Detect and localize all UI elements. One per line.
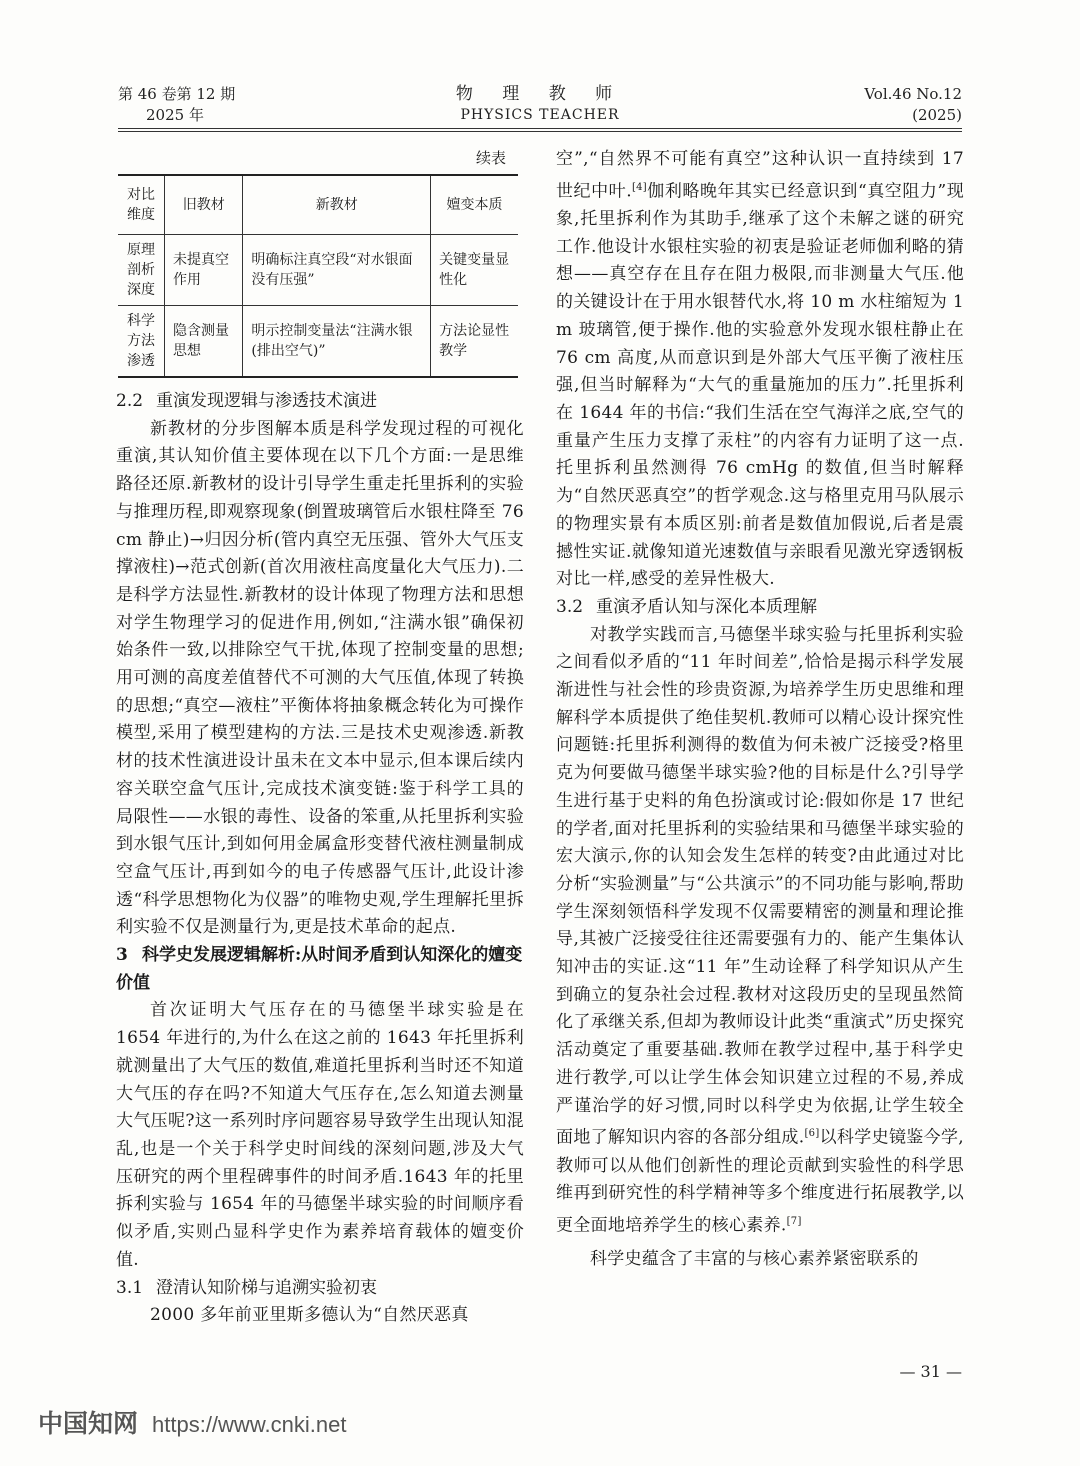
paragraph: 2000 多年前亚里斯多德认为“自然厌恶真	[150, 1305, 469, 1326]
cnki-watermark	[38, 1404, 346, 1440]
left-column	[116, 146, 524, 1330]
citation-ref: [4]	[631, 181, 648, 193]
subsection-title: 重演发现逻辑与渗透技术演进	[156, 391, 377, 411]
section-title: 科学史发展逻辑解析:从时间矛盾到认知深化的嬗变价值	[116, 945, 523, 993]
year-en: (2025)	[912, 106, 962, 124]
section-heading-3	[116, 942, 524, 997]
table-cell: 关键变量显性化	[431, 235, 518, 306]
watermark-brand: 中国知网	[38, 1410, 139, 1438]
header-rule-bottom	[118, 131, 962, 132]
journal-title-en: PHYSICS TEACHER	[460, 107, 620, 123]
subsection-number: 2.2	[116, 391, 144, 411]
table-cell: 未提真空作用	[165, 235, 243, 306]
watermark-url: https://www.cnki.net	[152, 1412, 347, 1437]
paragraph-text: 伽利略晚年其实已经意识到“真空阻力”现象,托里拆利作为其助手,继承了这个未解之谜的研究工作.他设计水银柱实验的初衷是验证老师伽利略的猜想——真空存在且存在阻力极限,而非测量大气压.他的关键设计在于用水银替代水,将 10 m 水柱缩短为 1 m 玻璃管,便于操作.他的实验意外发现水银柱静止在 76 cm 高度,从而意识到是外部大气压平衡了液柱压强,但当时解释为“大气的重量施加的压力”.托里拆利在 1644 年的书信:“我们生活在空气海洋之底,空气的重量产生压力支撑了汞柱”的内容有力证明了这一点.托里拆利虽然测得 76 cmHg 的数值,但当时解释为“自然厌恶真空”的哲学观念.这与格里克用马队展示的物理实景有本质区别:前者是数值加假说,后者是震撼性实证.就像知道光速数值与亲眼看见激光穿透钢板对比一样,感受的差异性极大.	[556, 181, 964, 590]
table-cell: 原理剖析深度	[118, 235, 165, 306]
subsection-title: 澄清认知阶梯与追溯实验初衷	[156, 1277, 377, 1298]
table-header-cell: 新教材	[243, 175, 431, 235]
section-number: 3	[116, 945, 128, 966]
subsection-heading-2-2	[116, 388, 524, 416]
subsection-heading-3-2	[556, 594, 964, 622]
paragraph-continued	[556, 146, 964, 594]
journal-title-cn: 物 理 教 师	[455, 84, 625, 104]
paragraph: 新教材的分步图解本质是科学发现过程的可视化重演,其认知价值主要体现在以下几个方面:一是思维路径还原.新教材的设计引导学生重走托里拆利的实验与推理历程,即观察现象(倒置玻璃管后水银柱降至 76 cm 静止)→归因分析(管内真空无压强、管外大气压支撑液柱)→范式创新(首次用液柱高度量化大气压力).二是科学方法显性.新教材的设计体现了物理方法和思想对学生物理学习的促进作用,例如,“注满水银”确保初始条件一致,以排除空气干扰,体现了控制变量的思想;用可测的高度差值替代不可测的大气压值,体现了转换的思想;“真空—液柱”平衡体将抽象概念转化为可操作模型,采用了模型建构的方法.三是技术史观渗透.新教材的技术性演进设计虽未在文本中显示,但本课后续内容关联空盒气压计,完成技术演变链:鉴于科学工具的局限性——水银的毒性、设备的笨重,从托里拆利实验到水银气压计,到如何用金属盒形变替代液柱测量制成空盒气压计,再到如今的电子传感器气压计,此设计渗透“科学思想物化为仪器”的唯物史观,学生理解托里拆利实验不仅是测量行为,更是技术革命的起点.	[116, 418, 524, 938]
table-cell: 科学方法渗透	[118, 306, 165, 378]
paragraph: 首次证明大气压存在的马德堡半球实验是在 1654 年进行的,为什么在这之前的 1643 年托里拆利就测量出了大气压的数值,难道托里拆利当时还不知道大气压的存在吗?不知道大气压存在,怎么知道去测量大气压呢?这一系列时序问题容易导致学生出现认知混乱,也是一个关于科学史时间线的深刻问题,涉及大气压研究的两个里程碑事件的时间矛盾.1643 年的托里拆利实验与 1654 年的马德堡半球实验的时间顺序看似矛盾,实则凸显科学史作为素养培育载体的嬗变价值.	[116, 1000, 524, 1270]
table-continued-label: 续表	[475, 149, 506, 167]
table-header-cell: 对比维度	[118, 175, 165, 235]
table-row	[118, 306, 518, 378]
volume-issue-en: Vol.46 No.12	[864, 85, 962, 103]
table-cell: 明确标注真空段“对水银面没有压强”	[243, 235, 431, 306]
subsection-number: 3.2	[556, 596, 584, 617]
page-number: — 31 —	[899, 1362, 962, 1381]
citation-ref: [6]	[804, 1128, 820, 1140]
table-header-cell: 旧教材	[165, 175, 243, 235]
table-cell: 明示控制变量法“注满水银(排出空气)”	[243, 306, 431, 378]
citation-ref: [7]	[786, 1216, 802, 1228]
volume-issue-cn: 第 46 卷第 12 期	[118, 85, 236, 103]
comparison-table	[118, 174, 518, 378]
table-header-row	[118, 175, 518, 235]
table-row	[118, 235, 518, 306]
table-header-cell: 嬗变本质	[431, 175, 518, 235]
paragraph	[556, 622, 964, 1241]
header-rule-top	[118, 128, 962, 129]
subsection-title: 重演矛盾认知与深化本质理解	[596, 596, 817, 617]
paragraph: 科学史蕴含了丰富的与核心素养紧密联系的	[590, 1249, 919, 1270]
subsection-number: 3.1	[116, 1277, 144, 1298]
right-column	[556, 146, 964, 1274]
subsection-heading-3-1	[116, 1275, 524, 1303]
paragraph-text: 空”,“自然界不可能有真空”这种认识一直持续到 17 世纪中叶.	[556, 149, 964, 202]
table-cell: 方法论显性教学	[431, 306, 518, 378]
header-volume-en	[864, 84, 962, 126]
paragraph-text: 以科学史镜鉴今学,教师可以从他们创新性的理论贡献到实验性的科学思维再到研究性的科学精神等多个维度进行拓展教学,以更全面地培养学生的核心素养.	[556, 1127, 965, 1236]
paragraph-text: 对教学实践而言,马德堡半球实验与托里拆利实验之间看似矛盾的“11 年时间差”,恰恰是揭示科学发展渐进性与社会性的珍贵资源,为培养学生历史思维和理解科学本质提供了绝佳契机.教师可以精心设计探究性问题链:托里拆利测得的数值为何未被广泛接受?格里克为何要做马德堡半球实验?他的目标是什么?引导学生进行基于史料的角色扮演或讨论:假如你是 17 世纪的学者,面对托里拆利的实验结果和马德堡半球实验的宏大演示,你的认知会发生怎样的转变?由此通过对比分析“实验测量”与“公共演示”的不同功能与影响,帮助学生深刻领悟科学发现不仅需要精密的测量和理论推导,其被广泛接受往往还需要强有力的、能产生集体认知冲击的实证.这“11 年”生动诠释了科学知识从产生到确立的复杂社会过程.教材对这段历史的呈现虽然简化了承继关系,但却为教师设计此类“重演式”历史探究活动奠定了重要基础.教师在教学过程中,基于科学史进行教学,可以让学生体会知识建立过程的不易,养成严谨治学的好习惯,同时以科学史为依据,让学生较全面地了解知识内容的各部分组成.	[556, 624, 964, 1148]
year-cn: 2025 年	[146, 106, 204, 124]
table-cell: 隐含测量思想	[165, 306, 243, 378]
